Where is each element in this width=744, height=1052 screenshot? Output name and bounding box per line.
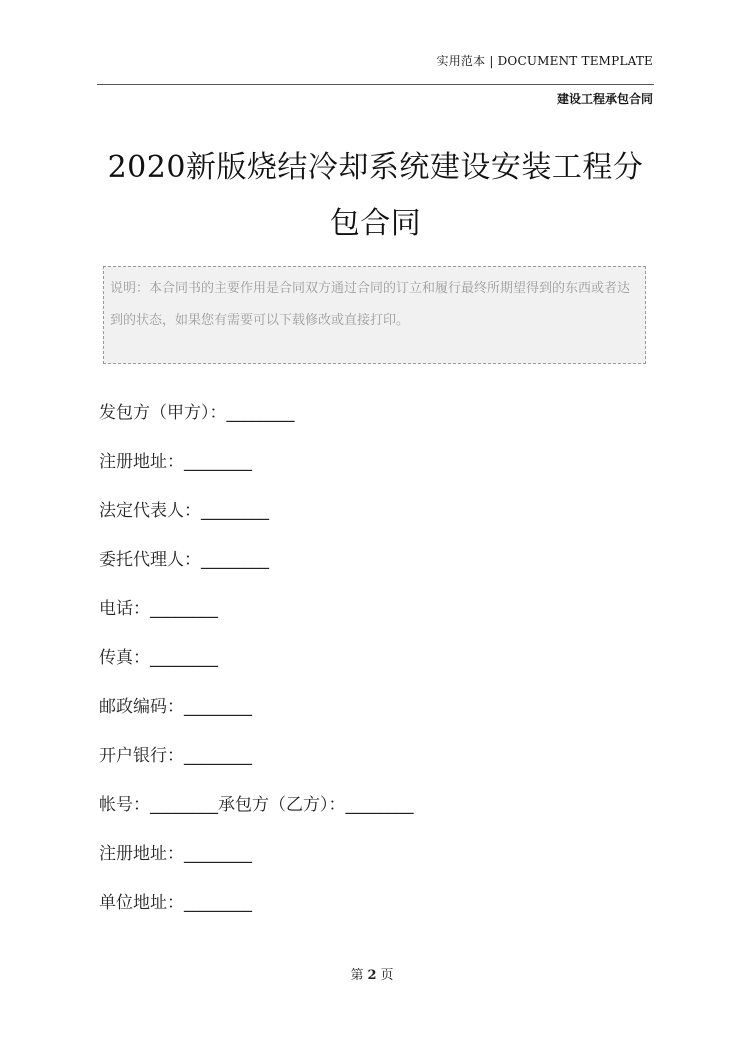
notice-box: [103, 266, 646, 364]
page-footer: [0, 964, 744, 983]
field-authorized-agent: 委托代理人：________: [99, 550, 269, 570]
field-postal-code: 邮政编码：________: [99, 697, 252, 717]
document-title: 2020新版烧结冷却系统建设安装工程分包合同: [107, 150, 644, 241]
field-legal-representative: 法定代表人：________: [99, 501, 269, 521]
header-divider: [97, 84, 654, 85]
field-bank: 开户银行：________: [99, 746, 252, 766]
field-registered-address-b: 注册地址：________: [99, 844, 252, 864]
field-registered-address: 注册地址：________: [99, 452, 252, 472]
header-document-template: 实用范本 | DOCUMENT TEMPLATE: [436, 54, 653, 68]
field-unit-address: 单位地址：________: [99, 893, 252, 913]
header-document-category: 建设工程承包合同: [556, 92, 653, 106]
notice-text: 说明：本合同书的主要作用是合同双方通过合同的订立和履行最终所期望得到的东西或者达到的状态，如果您有需要可以下载修改或直接打印。: [110, 281, 631, 328]
party-info-fields: [99, 395, 659, 934]
field-phone: 电话：________: [99, 599, 218, 619]
page-label-suffix: 页: [380, 968, 394, 983]
page-label-prefix: 第: [350, 968, 364, 983]
field-account-and-party-b: 帐号：________承包方（乙方）：________: [99, 795, 414, 815]
page-number: 2: [367, 968, 377, 983]
field-party-a: 发包方（甲方）：________: [99, 403, 295, 423]
field-fax: 传真：________: [99, 648, 218, 668]
